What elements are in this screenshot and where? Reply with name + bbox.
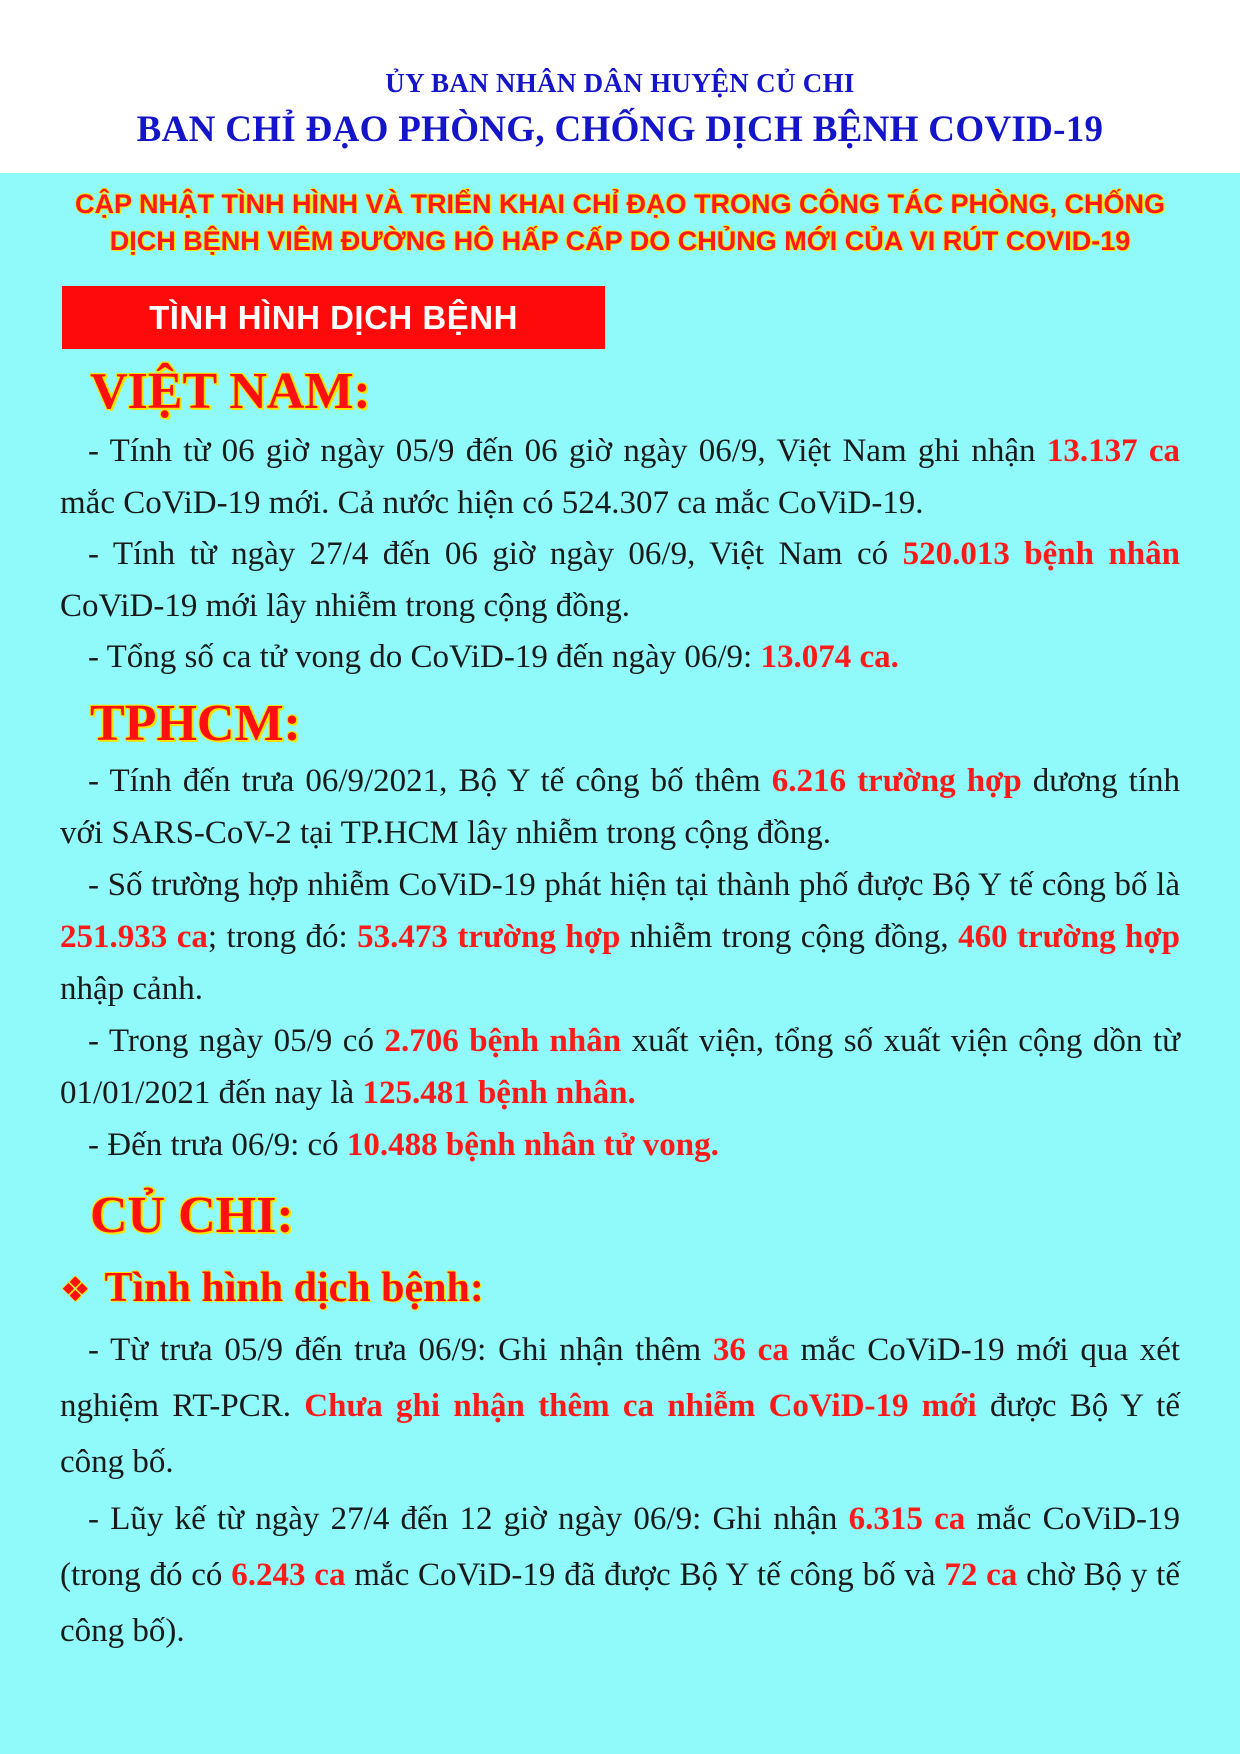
tphcm-paragraph-2 [60, 859, 1180, 1015]
highlight: 72 ca [944, 1557, 1018, 1593]
highlight: 460 trường hợp [958, 919, 1180, 955]
highlight: 2.706 bệnh nhân [384, 1023, 622, 1059]
steering-board-name: BAN CHỈ ĐẠO PHÒNG, CHỐNG DỊCH BỆNH COVID-19 [136, 109, 1104, 150]
highlight: 10.488 bệnh nhân tử vong. [346, 1127, 719, 1163]
section-title-cuchi: CỦ CHI: [90, 1187, 294, 1244]
highlight: 125.481 bệnh nhân. [362, 1075, 636, 1111]
text: được Bộ Y tế công bố. [60, 1388, 1180, 1480]
text: mắc CoViD-19 mới. Cả nước hiện có 524.307 ca mắc CoViD-19. [60, 485, 924, 521]
vietnam-paragraph-2 [60, 528, 1180, 632]
highlight: Chưa ghi nhận thêm ca nhiễm CoViD-19 mới [304, 1388, 977, 1424]
highlight: 53.473 trường hợp [357, 919, 621, 955]
highlight: 520.013 bệnh nhân [902, 536, 1181, 572]
text: - Lũy kế từ ngày 27/4 đến 12 giờ ngày 06/9: Ghi nhận [88, 1501, 849, 1537]
text: - Đến trưa 06/9: có [88, 1127, 347, 1163]
tphcm-paragraph-1 [60, 755, 1180, 859]
update-title-line2: DỊCH BỆNH VIÊM ĐƯỜNG HÔ HẤP CẤP DO CHỦNG MỚI CỦA VI RÚT COVID-19 [109, 226, 1131, 256]
highlight: 13.137 ca [1046, 433, 1180, 469]
subsection-title [60, 1264, 484, 1312]
section-title-vietnam: VIỆT NAM: [90, 363, 371, 420]
tphcm-paragraph-4 [60, 1119, 1180, 1171]
text: xuất viện, tổng số xuất viện cộng dồn từ 01/01/2021 đến nay là [60, 1023, 1181, 1111]
text: - Số trường hợp nhiễm CoViD-19 phát hiện tại thành phố được Bộ Y tế công bố là [88, 867, 1180, 903]
highlight: 6.243 ca [231, 1557, 346, 1593]
situation-banner: TÌNH HÌNH DỊCH BỆNH [62, 286, 605, 349]
text: ; trong đó: [207, 919, 358, 955]
text: - Từ trưa 05/9 đến trưa 06/9: Ghi nhận thêm [88, 1332, 713, 1368]
diamond-bullet-icon: ❖ [60, 1270, 91, 1310]
tphcm-paragraph-3 [60, 1015, 1180, 1119]
text: CoViD-19 mới lây nhiễm trong cộng đồng. [60, 588, 630, 624]
text: mắc CoViD-19 (trong đó có [60, 1501, 1181, 1593]
highlight: 251.933 ca [60, 919, 208, 955]
text: - Trong ngày 05/9 có [88, 1023, 385, 1059]
highlight: 6.216 trường hợp [771, 763, 1022, 799]
text: dương tính với SARS-CoV-2 tại TP.HCM lây nhiễm trong cộng đồng. [60, 763, 1180, 851]
text: mắc CoViD-19 mới qua xét nghiệm RT-PCR. [60, 1332, 1181, 1424]
update-title [0, 186, 1240, 260]
subsection-text: Tình hình dịch bệnh: [104, 1265, 484, 1311]
text: chờ Bộ y tế công bố). [60, 1557, 1180, 1649]
highlight: 13.074 ca. [760, 639, 899, 675]
text: nhập cảnh. [60, 971, 203, 1007]
vietnam-paragraph-3 [60, 631, 1180, 683]
text: - Tính đến trưa 06/9/2021, Bộ Y tế công bố thêm [88, 763, 772, 799]
text: - Tính từ 06 giờ ngày 05/9 đến 06 giờ ngày 06/9, Việt Nam ghi nhận [88, 433, 1047, 469]
cuchi-paragraph-2 [60, 1491, 1180, 1659]
vietnam-paragraph-1 [60, 425, 1180, 529]
header [0, 0, 1240, 173]
update-title-line1: CẬP NHẬT TÌNH HÌNH VÀ TRIỂN KHAI CHỈ ĐẠO TRONG CÔNG TÁC PHÒNG, CHỐNG [74, 189, 1165, 219]
section-title-tphcm: TPHCM: [90, 695, 301, 752]
text: nhiễm trong cộng đồng, [620, 919, 959, 955]
text: - Tổng số ca tử vong do CoViD-19 đến ngày 06/9: [88, 639, 761, 675]
highlight: 36 ca [712, 1332, 789, 1368]
text: - Tính từ ngày 27/4 đến 06 giờ ngày 06/9, Việt Nam có [88, 536, 903, 572]
text: mắc CoViD-19 đã được Bộ Y tế công bố và [345, 1557, 945, 1593]
committee-name: ỦY BAN NHÂN DÂN HUYỆN CỦ CHI [385, 68, 855, 98]
cuchi-paragraph-1 [60, 1322, 1180, 1490]
highlight: 6.315 ca [848, 1501, 966, 1537]
